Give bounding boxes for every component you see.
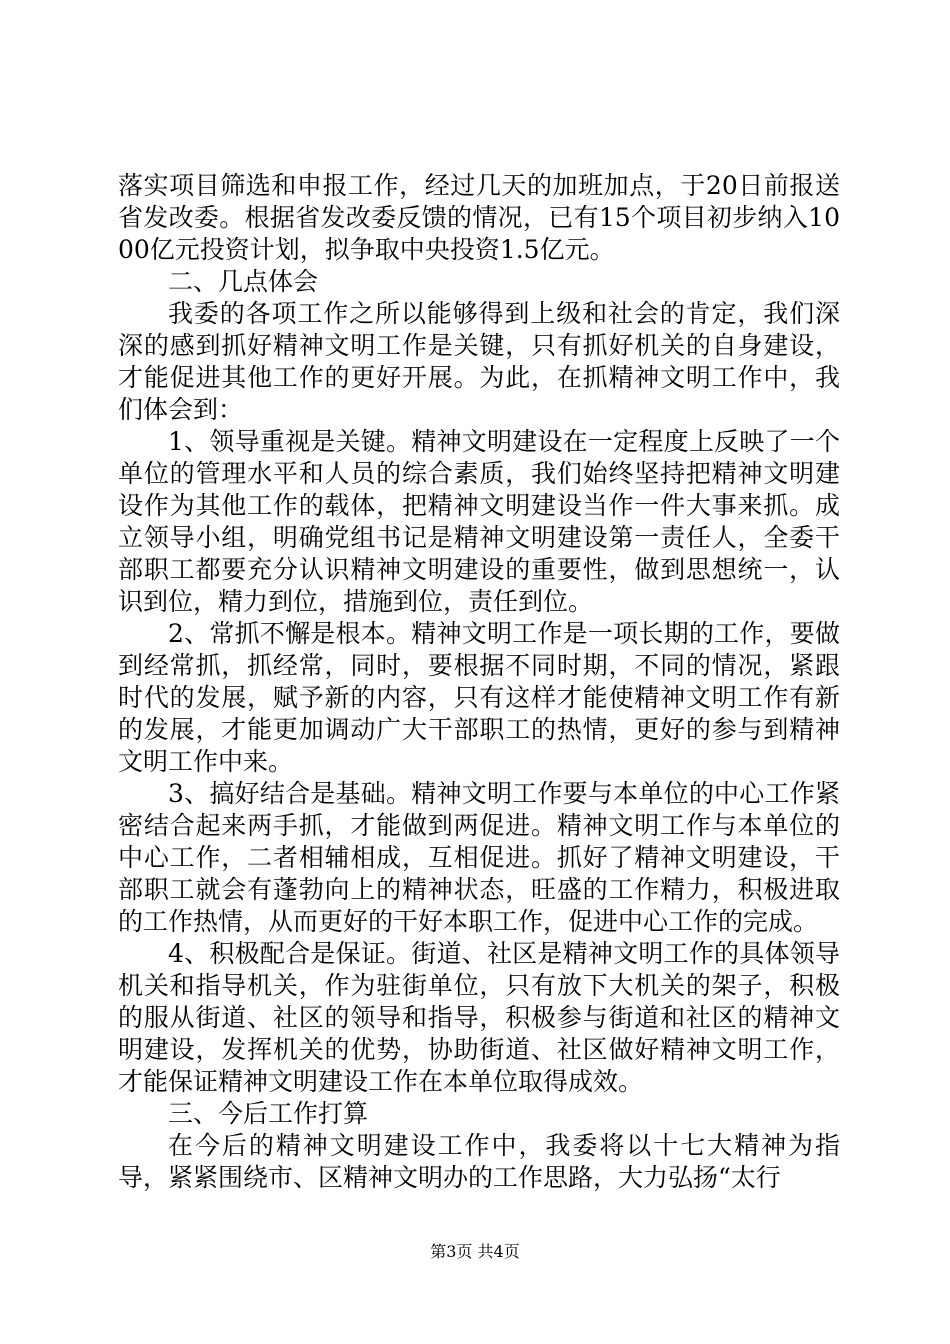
document-body <box>118 170 840 1194</box>
paragraph-point-2: 2、常抓不懈是根本。精神文明工作是一项长期的工作，要做到经常抓，抓经常，同时，要根据不同时期，不同的情况，紧跟时代的发展，赋予新的内容，只有这样才能使精神文明工作有新的发展，才能更加调动广大干部职工的热情，更好的参与到精神文明工作中来。 <box>118 619 840 776</box>
paragraph-future-plans: 在今后的精神文明建设工作中，我委将以十七大精神为指导，紧紧围绕市、区精神文明办的工作思路，大力弘扬“太行 <box>118 1131 840 1192</box>
paragraph-point-1: 1、领导重视是关键。精神文明建设在一定程度上反映了一个单位的管理水平和人员的综合素质，我们始终坚持把精神文明建设作为其他工作的载体，把精神文明建设当作一件大事来抓。成立领导小组，明确党组书记是精神文明建设第一责任人，全委干部职工都要充分认识精神文明建设的重要性，做到思想统一，认识到位，精力到位，措施到位，责任到位。 <box>118 427 840 616</box>
heading-future-plans: 三、今后工作打算 <box>168 1099 369 1128</box>
paragraph-point-4: 4、积极配合是保证。街道、社区是精神文明工作的具体领导机关和指导机关，作为驻街单位，只有放下大机关的架子，积极的服从街道、社区的领导和指导，积极参与街道和社区的精神文明建设，发挥机关的优势，协助街道、社区做好精神文明工作，才能保证精神文明建设工作在本单位取得成效。 <box>118 939 840 1096</box>
page-number-footer: 第3页 共4页 <box>430 1242 520 1261</box>
paragraph-project-screening: 落实项目筛选和申报工作，经过几天的加班加点，于20日前报送省发改委。根据省发改委反馈的情况，已有15个项目初步纳入1000亿元投资计划，拟争取中央投资1.5亿元。 <box>118 171 840 264</box>
paragraph-experiences-intro: 我委的各项工作之所以能够得到上级和社会的肯定，我们深深的感到抓好精神文明工作是关键，只有抓好机关的自身建设，才能促进其他工作的更好开展。为此，在抓精神文明工作中，我们体会到： <box>118 299 840 424</box>
paragraph-point-3: 3、搞好结合是基础。精神文明工作要与本单位的中心工作紧密结合起来两手抓，才能做到两促进。精神文明工作与本单位的中心工作，二者相辅相成，互相促进。抓好了精神文明建设，干部职工就会有蓬勃向上的精神状态，旺盛的工作精力，积极进取的工作热情，从而更好的干好本职工作，促进中心工作的完成。 <box>118 779 840 936</box>
heading-experiences: 二、几点体会 <box>168 267 319 296</box>
